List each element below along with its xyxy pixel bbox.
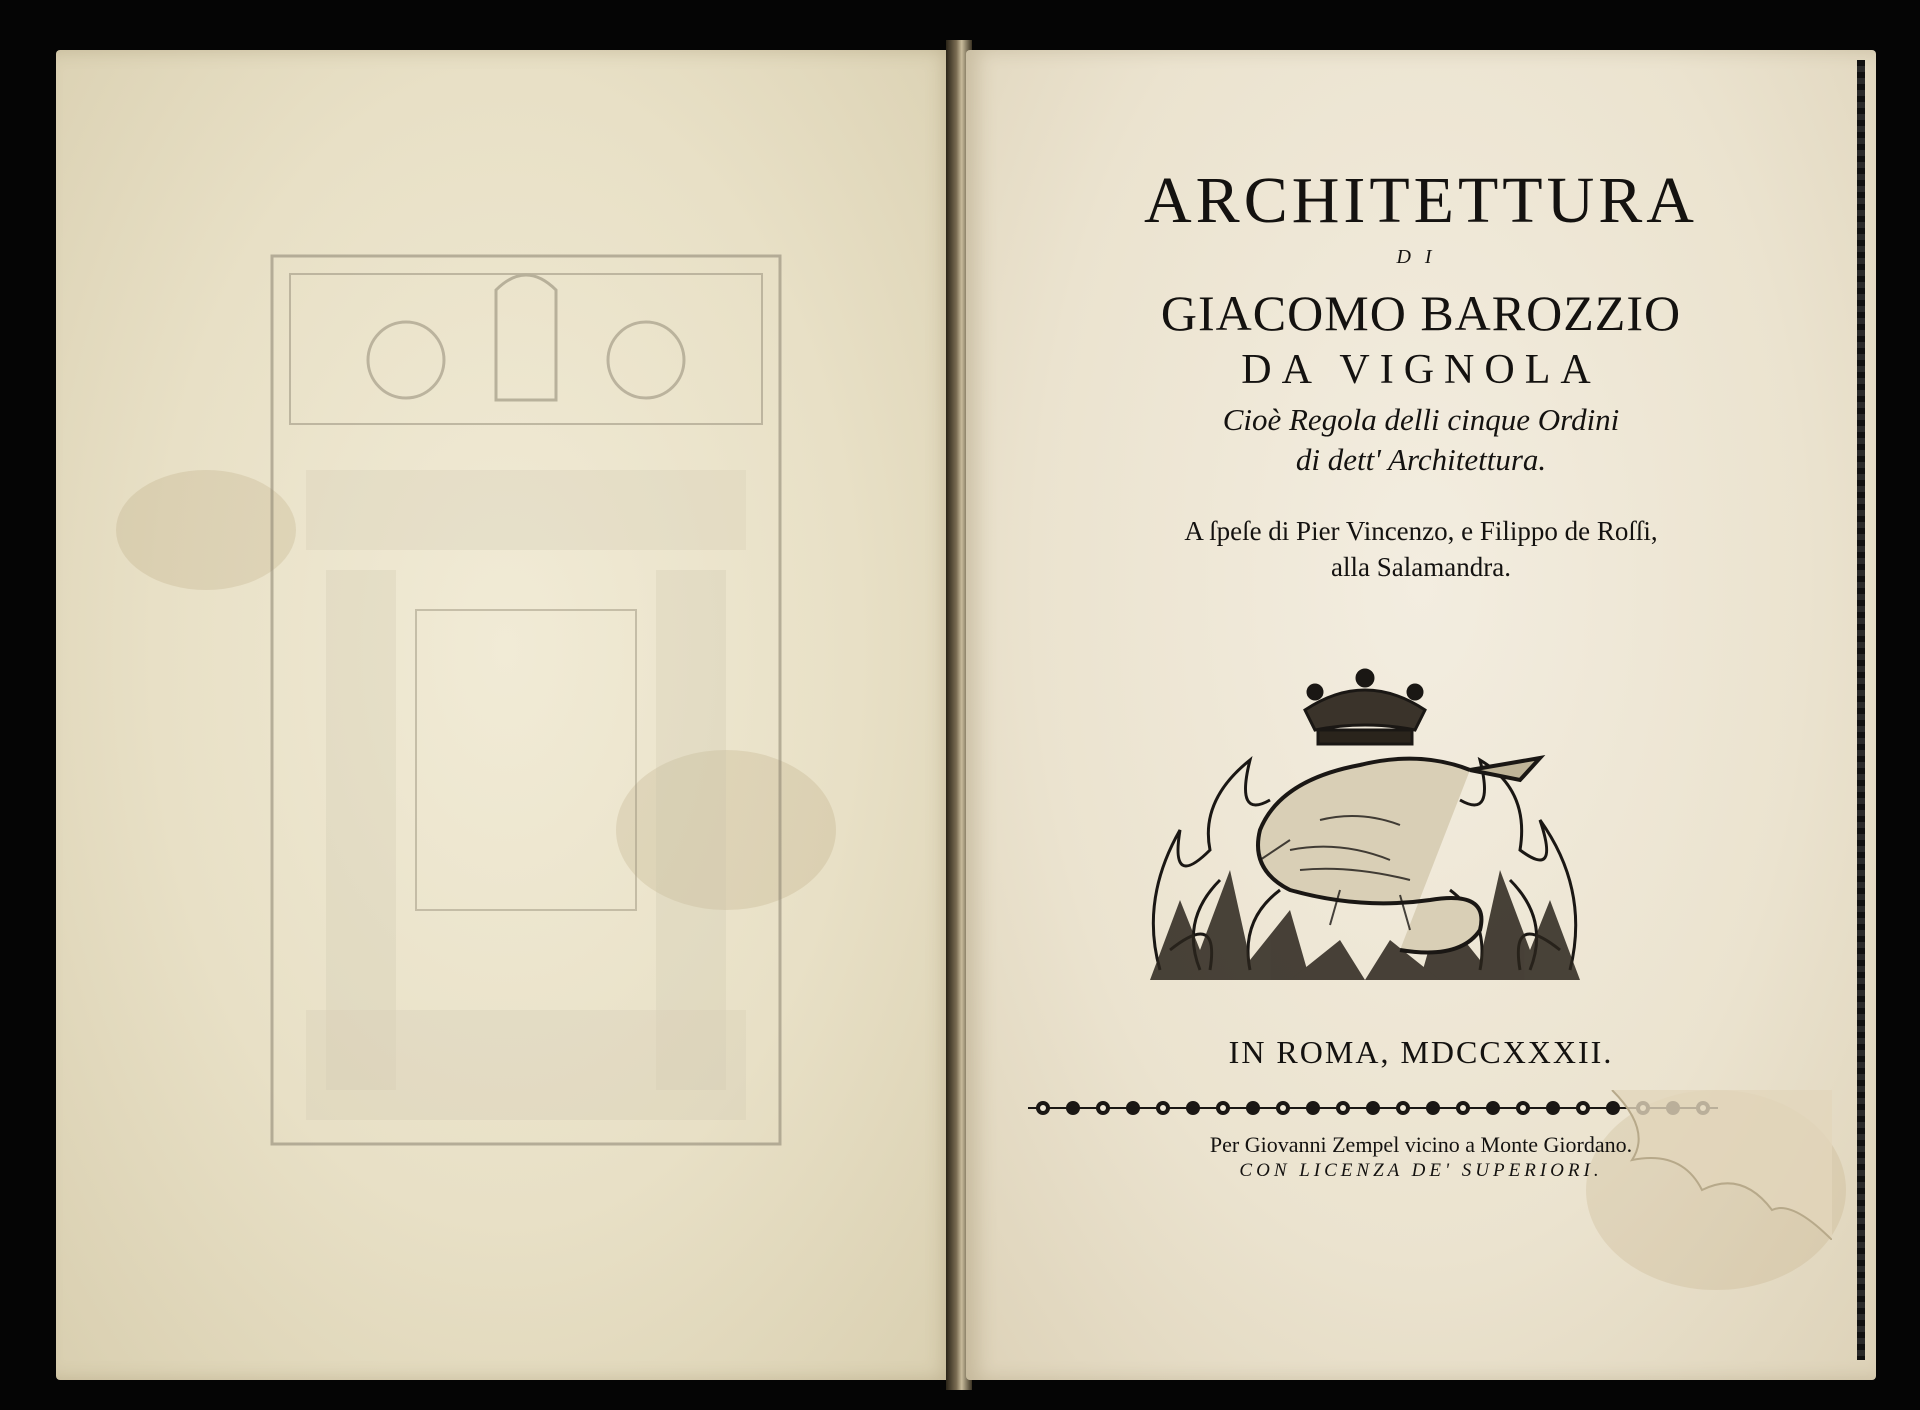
subtitle-line-2: di dett' Architettura. [1295,442,1547,477]
salamander-emblem-icon [1140,650,1590,990]
author-origin: DA VIGNOLA [1241,347,1601,393]
printer-line: Per Giovanni Zempel vicino a Monte Giordano. [1209,1132,1633,1157]
publisher-line-1: A ſpeſe di Pier Vincenzo, e Filippo de Roſſi, [1184,516,1658,546]
author-name: GIACOMO BAROZZIO [1160,285,1682,341]
subtitle-line-1: Cioè Regola delli cinque Ordini [1222,402,1620,437]
book-title: ARCHITETTURA [1144,164,1698,237]
left-page-verso [56,50,956,1380]
show-through-engraving [266,250,786,1150]
paper-damage [1592,1090,1832,1240]
imprint-place-date: IN ROMA, MDCCXXXII. [1228,1034,1614,1070]
publisher-line-2: alla Salamandra. [1331,552,1511,582]
title-connector: DI [1396,246,1446,268]
license-line: CON LICENZA DE' SUPERIORI. [1239,1160,1603,1181]
